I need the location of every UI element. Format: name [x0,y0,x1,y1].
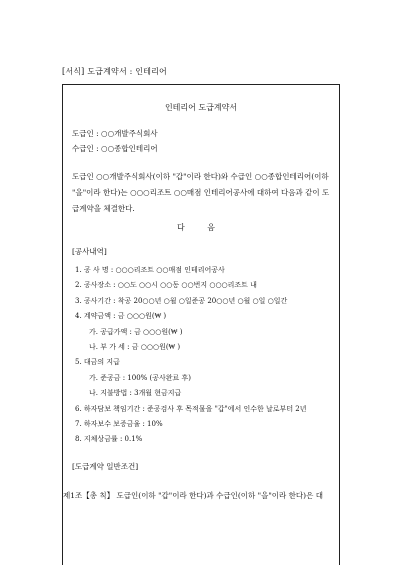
list-item: 1. 공 사 명 : ○○○리조트 ○○매점 인테리어공사 [75,266,225,274]
contractor-owner: 도급인 : ○○개발주식회사 [72,129,158,138]
list-item: 5. 대금의 지급 [75,358,120,367]
works-heading: [공사내역] [72,247,107,256]
form-label: [서식] 도급계약서 : 인테리어 [62,67,167,76]
article-1-text: 도급인(이하 "갑"이라 한다)과 수급인(이하 "을"이라 한다)은 대 [116,491,323,500]
list-item: 6. 하자담보 책임기간 : 준공검사 후 목적물을 "갑"에서 인수한 날로부터 2년 [75,404,307,413]
article-1 [63,490,331,501]
contractor-recipient: 수급인 : ○○종합인테리어 [72,144,158,153]
list-item: 나. 부 가 세 : 금 ○○○원(₩ ) [89,342,181,351]
list-item: 7. 하자보수 보증금율 : 10% [75,419,163,428]
intro-line: 급계약을 체결한다. [72,204,135,213]
list-item: 가. 공급가액 : 금 ○○○원(₩ ) [89,327,183,336]
list-item: 8. 지체상금률 : 0.1% [75,435,143,444]
intro-line: 도급인 ○○개발주식회사(이하 "갑"이라 한다)와 수급인 ○○종합인테리어(이하 [72,172,329,181]
intro-line: "을"이라 한다)는 ○○○리조트 ○○매점 인테리어공사에 대하여 다음과 같이 도 [72,188,330,197]
list-item: 3. 공사기간 : 착공 20○○년 ○월 ○일준공 20○○년 ○월 ○일 ○일간 [75,296,288,305]
list-item: 나. 지불방법 : 3개월 현금지급 [89,389,182,398]
article-1-title: 제1조【총 칙】 [63,491,115,500]
general-conditions-heading: [도급계약 일반조건] [72,462,139,471]
works-list [72,263,307,448]
contract-frame [62,84,340,565]
list-item: 2. 공사장소 : ○○도 ○○시 ○○동 ○○번지 ○○○리조트 내 [75,281,257,290]
list-item: 4. 계약금액 : 금 ○○○원(₩ ) [75,312,167,321]
intro-paragraph [72,169,331,217]
document-title: 인테리어 도급계약서 [164,103,238,112]
list-item: 가. 준공금 : 100% (공사완료 후) [89,373,192,382]
daeum-heading: 다 음 [177,223,225,232]
